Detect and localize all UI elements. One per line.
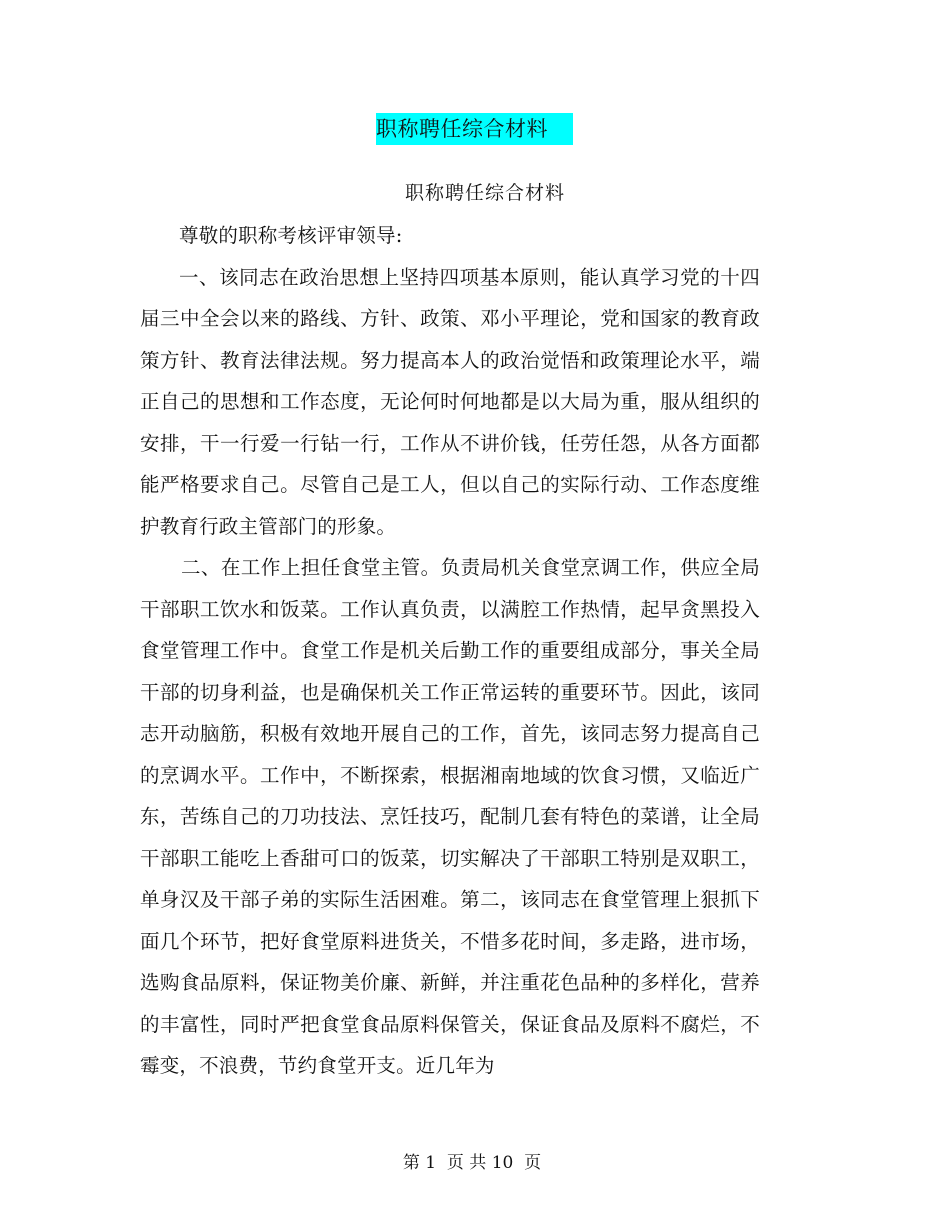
document-title: 职称聘任综合材料 [376, 113, 573, 145]
document-subtitle: 职称聘任综合材料 [404, 182, 565, 204]
document-body [140, 215, 760, 1087]
salutation: 尊敬的职称考核评审领导: [179, 224, 403, 247]
paragraph-1: 一、该同志在政治思想上坚持四项基本原则，能认真学习党的十四届三中全会以来的路线、方针、政策、邓小平理论，党和国家的教育政策方针、教育法律法规。努力提高本人的政治觉悟和政策理论水平，端正自己的思想和工作态度，无论何时何地都是以大局为重，服从组织的安排，干一行爱一行钻一行，工作从不讲价钱，任劳任怨，从各方面都能严格要求自己。尽管自己是工人，但以自己的实际行动、工作态度维护教育行政主管部门的形象。 [140, 265, 760, 538]
page-footer: 第 1 页 共 10 页 [402, 1153, 542, 1173]
paragraph-2: 二、在工作上担任食堂主管。负责局机关食堂烹调工作，供应全局干部职工饮水和饭菜。工作认真负责，以满腔工作热情，起早贪黑投入食堂管理工作中。食堂工作是机关后勤工作的重要组成部分，事关全局干部的切身利益，也是确保机关工作正常运转的重要环节。因此，该同志开动脑筋，积极有效地开展自己的工作，首先，该同志努力提高自己的烹调水平。工作中，不断探索，根据湘南地域的饮食习惯，又临近广东，苦练自己的刀功技法、烹饪技巧，配制几套有特色的菜谱，让全局干部职工能吃上香甜可口的饭菜，切实解决了干部职工特别是双职工，单身汉及干部子弟的实际生活困难。第二，该同志在食堂管理上狠抓下面几个环节，把好食堂原料进货关，不惜多花时间，多走路，进市场，选购食品原料，保证物美价廉、新鲜，并注重花色品种的多样化，营养的丰富性，同时严把食堂食品原料保管关，保证食品及原料不腐烂，不霉变，不浪费，节约食堂开支。近几年为 [140, 556, 760, 1077]
